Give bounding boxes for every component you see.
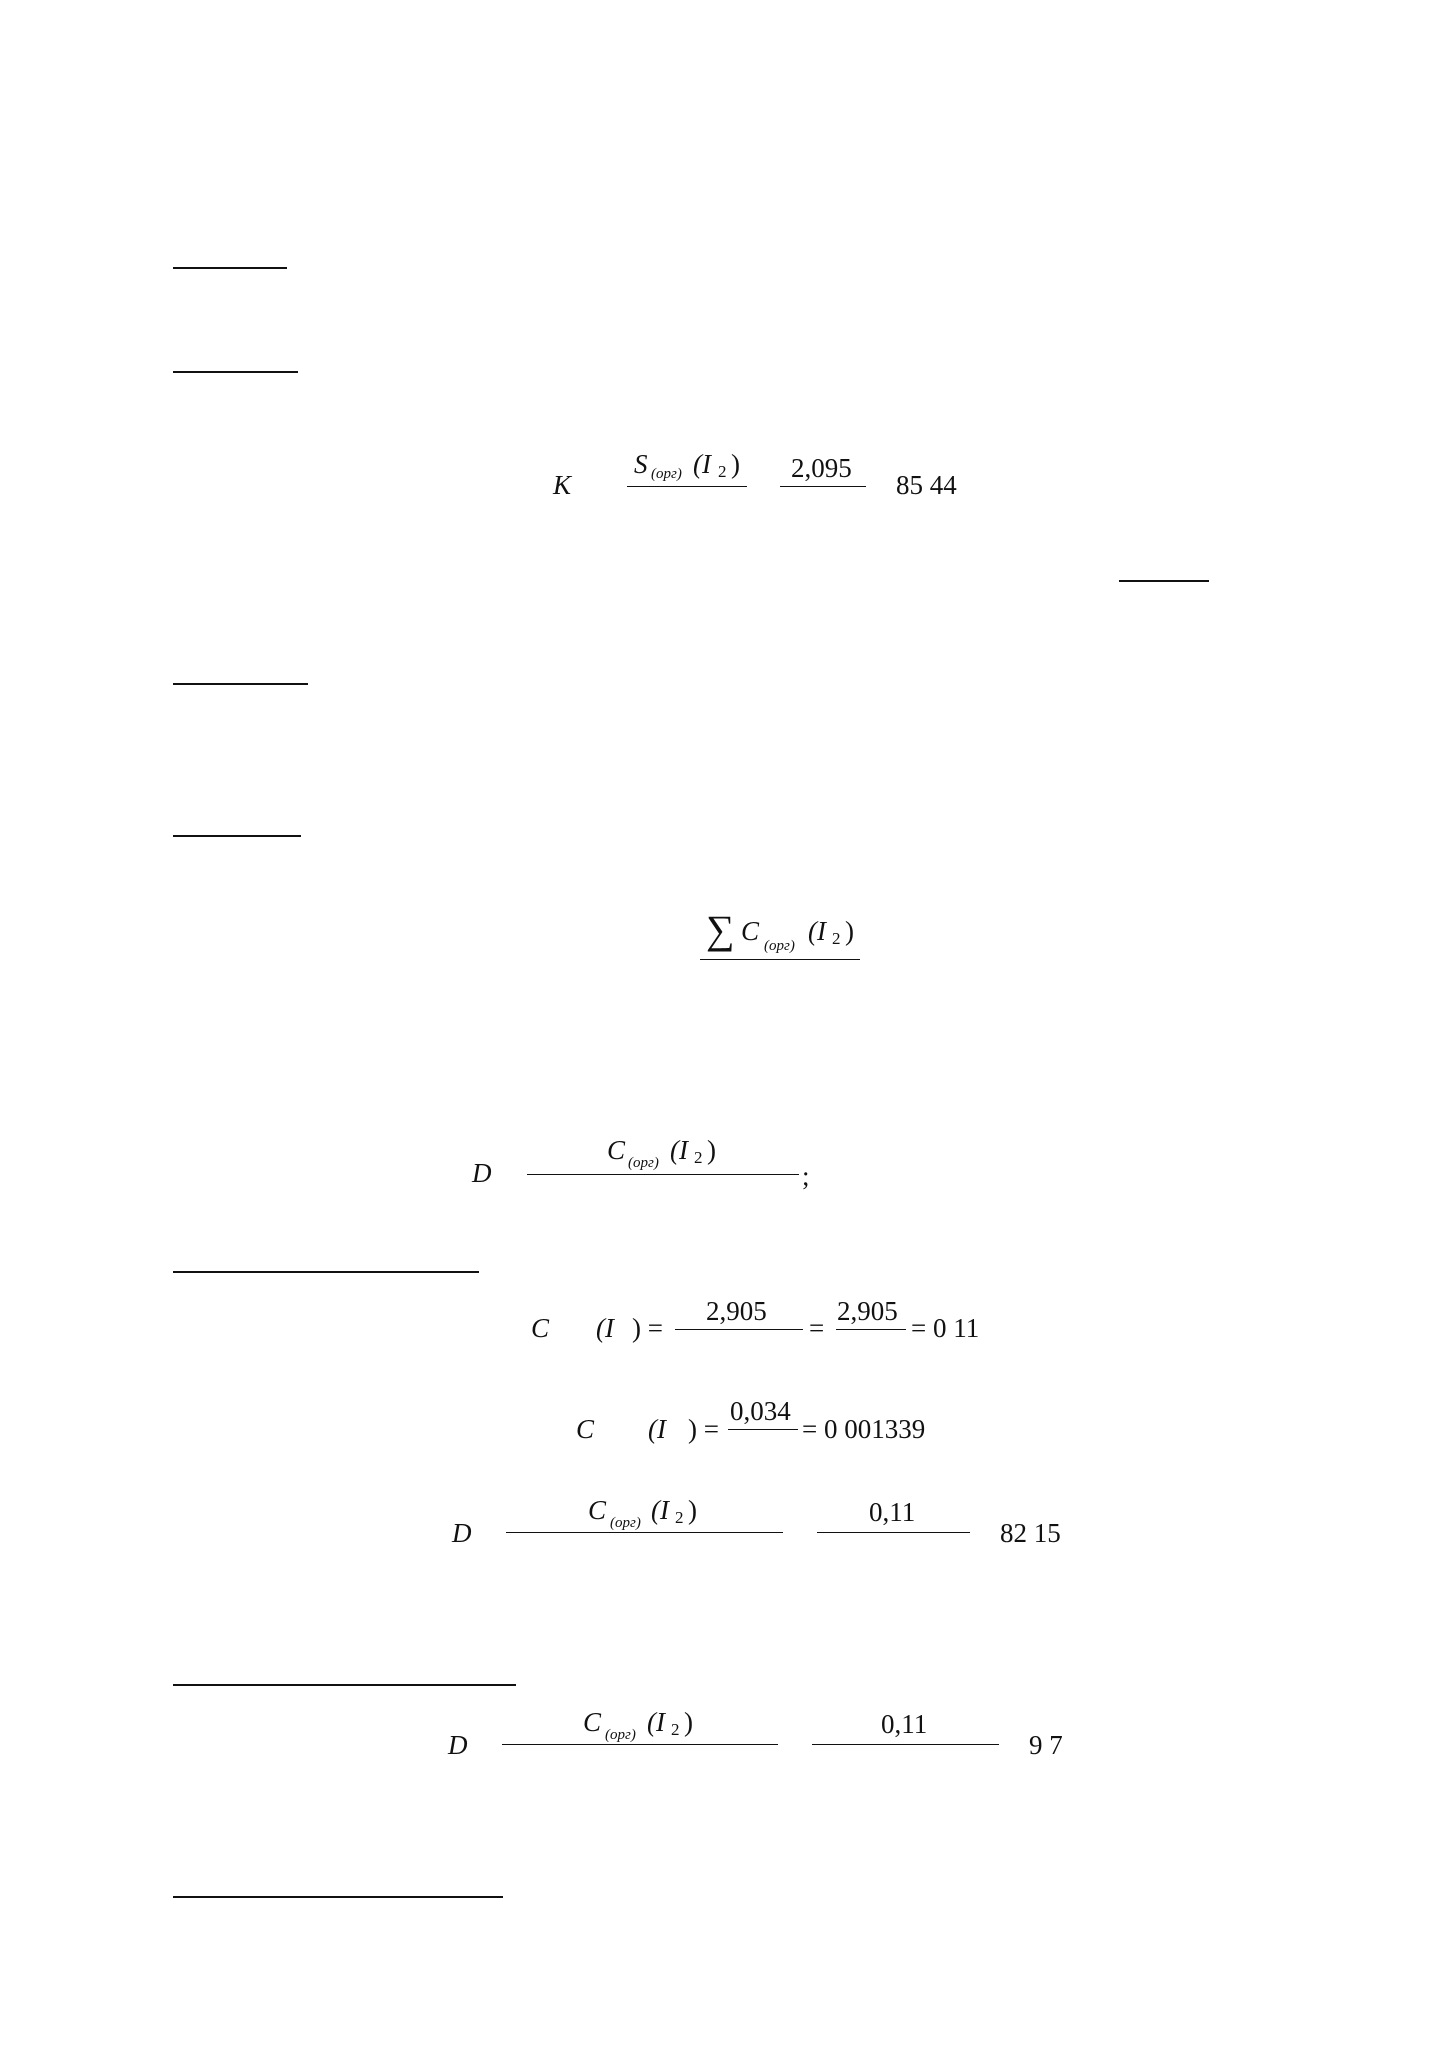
heading-underline — [1119, 580, 1209, 582]
eq-k-numer-arg-close: ) — [731, 449, 740, 479]
eq-c2-result: = 0 001339 — [802, 1414, 926, 1444]
eq-sum-sub: (орг) — [764, 938, 795, 954]
eq-sum-arg-open: (I — [808, 916, 826, 946]
eq-c2-bar — [728, 1429, 798, 1430]
eq-d-lhs: D — [472, 1158, 492, 1188]
eq-c1-bar2 — [836, 1329, 906, 1330]
heading-underline — [173, 1271, 479, 1273]
eq-d1-lhs: D — [452, 1518, 472, 1548]
eq-c1-lhs: C — [531, 1313, 550, 1343]
heading-underline — [173, 267, 287, 269]
eq-k-fraction-bar — [627, 486, 747, 487]
eq-d2-value-bar — [812, 1744, 999, 1745]
eq-d2-lhs: D — [448, 1730, 468, 1760]
eq-d2-result: 9 7 — [1029, 1730, 1063, 1760]
eq-d-fraction-bar — [527, 1174, 799, 1175]
eq-d1-numer-sub: (орг) — [610, 1515, 641, 1531]
eq-d1-value-numer: 0,11 — [869, 1497, 916, 1527]
eq-d-arg-close: ) — [707, 1135, 716, 1165]
eq-d2-fraction-bar — [502, 1744, 778, 1745]
eq-k-numer-arg-open: (I — [693, 449, 711, 479]
eq-k-numer-sub: (орг) — [651, 466, 682, 482]
eq-k-result: 85 44 — [896, 470, 957, 500]
eq-sum-arg-close: ) — [845, 916, 854, 946]
eq-c2-arg-open: (I — [648, 1414, 666, 1444]
eq-c1-arg-open: (I — [596, 1313, 614, 1343]
heading-underline — [173, 683, 308, 685]
eq-d1-arg-close: ) — [688, 1495, 697, 1525]
eq-c1-eq1: = — [809, 1313, 825, 1343]
eq-d1-numer-symbol: C — [588, 1495, 607, 1525]
eq-sum-arg-sub: 2 — [832, 929, 841, 948]
eq-d2-arg-close: ) — [684, 1707, 693, 1737]
eq-k-value-bar — [780, 486, 866, 487]
eq-c2-lhs: C — [576, 1414, 595, 1444]
eq-d1-value-bar — [817, 1532, 970, 1533]
eq-c1-numer1: 2,905 — [706, 1296, 767, 1326]
eq-k-value-numer: 2,095 — [791, 453, 852, 483]
heading-underline — [173, 1896, 503, 1898]
eq-d-arg-sub: 2 — [694, 1148, 703, 1167]
eq-c1-arg-close: ) = — [632, 1313, 663, 1343]
eq-d1-arg-open: (I — [651, 1495, 669, 1525]
eq-d-numer-sub: (орг) — [628, 1155, 659, 1171]
eq-d1-fraction-bar — [506, 1532, 783, 1533]
eq-d2-numer-symbol: C — [583, 1707, 602, 1737]
eq-k-numer-symbol: S — [634, 449, 648, 479]
eq-c1-result: = 0 11 — [911, 1313, 980, 1343]
eq-c1-bar1 — [675, 1329, 803, 1330]
eq-d-terminator: ; — [802, 1161, 810, 1191]
eq-sum-symbol: C — [741, 916, 760, 946]
eq-d1-arg-sub: 2 — [675, 1508, 684, 1527]
eq-d1-result: 82 15 — [1000, 1518, 1061, 1548]
eq-d2-arg-open: (I — [647, 1707, 665, 1737]
heading-underline — [173, 835, 301, 837]
eq-d2-numer-sub: (орг) — [605, 1727, 636, 1743]
heading-underline — [173, 1684, 516, 1686]
eq-sum-sigma: ∑ — [706, 907, 735, 952]
eq-sum-fraction-bar — [700, 959, 860, 960]
eq-c2-arg-close: ) = — [688, 1414, 719, 1444]
eq-d-arg-open: (I — [670, 1135, 688, 1165]
eq-d-numer-symbol: C — [607, 1135, 626, 1165]
eq-d2-value-numer: 0,11 — [881, 1709, 928, 1739]
eq-k-lhs: K — [553, 470, 572, 500]
eq-d2-arg-sub: 2 — [671, 1720, 680, 1739]
eq-c1-numer2: 2,905 — [837, 1296, 898, 1326]
heading-underline — [173, 371, 298, 373]
eq-k-numer-arg-sub: 2 — [718, 462, 727, 481]
eq-c2-numer: 0,034 — [730, 1396, 791, 1426]
